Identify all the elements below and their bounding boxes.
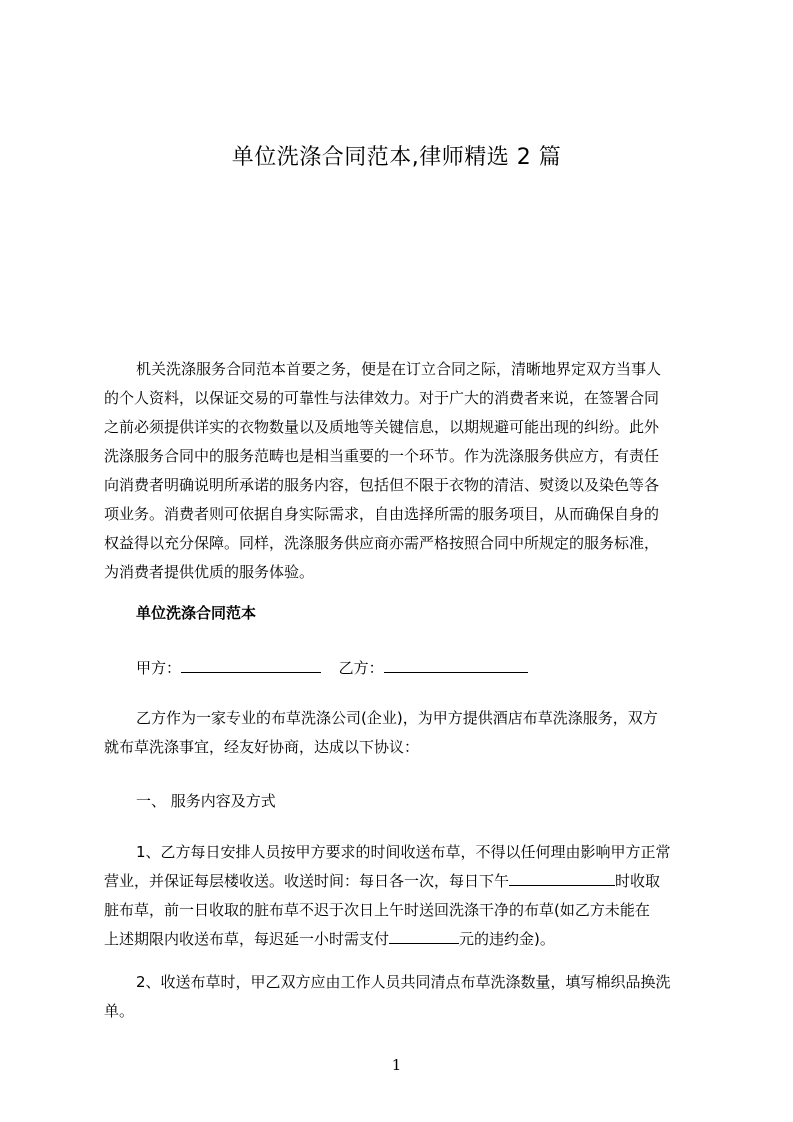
clause1-paragraph [104, 838, 694, 954]
party-b-label: 乙方： [338, 659, 384, 677]
penalty-amount-blank[interactable] [389, 929, 459, 944]
intro-line: 的个人资料，以保证交易的可靠性与法律效力。对于广大的消费者来说，在签署合同 [104, 389, 660, 407]
intro-line: 之前必须提供详实的衣物数量以及质地等关键信息，以期规避可能出现的纠纷。此外 [104, 418, 660, 436]
clause1-line [104, 925, 694, 954]
clause1-line4-text: 上述期限内收送布草，每迟延一小时需支付 [104, 930, 390, 948]
intro-line: 洗涤服务合同中的服务范畴也是相当重要的一个环节。作为洗涤服务供应方，有责任 [104, 447, 660, 465]
party-a-label: 甲方： [136, 659, 182, 677]
party-b-blank[interactable] [384, 658, 528, 673]
clause1-line: 1、乙方每日安排人员按甲方要求的时间收送布草，不得以任何理由影响甲方正常 [136, 843, 671, 861]
agreement-line: 就布草洗涤事宜，经友好协商，达成以下协议： [104, 738, 420, 756]
clause1-line4-tail: 元的违约金)。 [459, 930, 555, 948]
clause2-line: 2、收送布草时，甲乙双方应由工作人员共同清点布草洗涤数量，填写棉织品换洗 [136, 973, 671, 991]
intro-line: 机关洗涤服务合同范本首要之务，便是在订立合同之际，清晰地界定双方当事人 [136, 360, 662, 378]
intro-paragraph [104, 355, 694, 587]
page-number: 1 [391, 1056, 402, 1074]
intro-line: 权益得以充分保障。同样，洗涤服务供应商亦需严格按照合同中所规定的服务标准， [104, 534, 660, 552]
party-a-blank[interactable] [181, 658, 321, 673]
clause2-paragraph [104, 968, 694, 1026]
intro-line: 项业务。消费者则可依据自身实际需求，自由选择所需的服务项目，从而确保自身的 [104, 505, 660, 523]
intro-line: 向消费者明确说明所承诺的服务内容，包括但不限于衣物的清洁、熨烫以及染色等各 [104, 476, 660, 494]
clause1-line: 脏布草，前一日收取的脏布草不迟于次日上午时送回洗涤干净的布草(如乙方未能在 [104, 901, 650, 919]
clause1-line2-text: 营业，并保证每层楼收送。收送时间：每日各一次，每日下午 [104, 872, 510, 890]
section1-heading: 一、 服务内容及方式 [136, 792, 276, 810]
clause2-line: 单。 [104, 1002, 135, 1020]
document-title: 单位洗涤合同范本,律师精选 2 篇 [231, 145, 562, 170]
agreement-paragraph [104, 704, 694, 762]
agreement-line: 乙方作为一家专业的布草洗涤公司(企业)，为甲方提供酒店布草洗涤服务，双方 [136, 709, 658, 727]
clause1-line [104, 867, 694, 896]
contract-heading: 单位洗涤合同范本 [136, 604, 257, 622]
intro-line: 为消费者提供优质的服务体验。 [104, 563, 315, 581]
parties-line [136, 657, 528, 678]
clause1-line2-tail: 时收取 [615, 872, 661, 890]
pickup-time-blank[interactable] [509, 871, 615, 886]
